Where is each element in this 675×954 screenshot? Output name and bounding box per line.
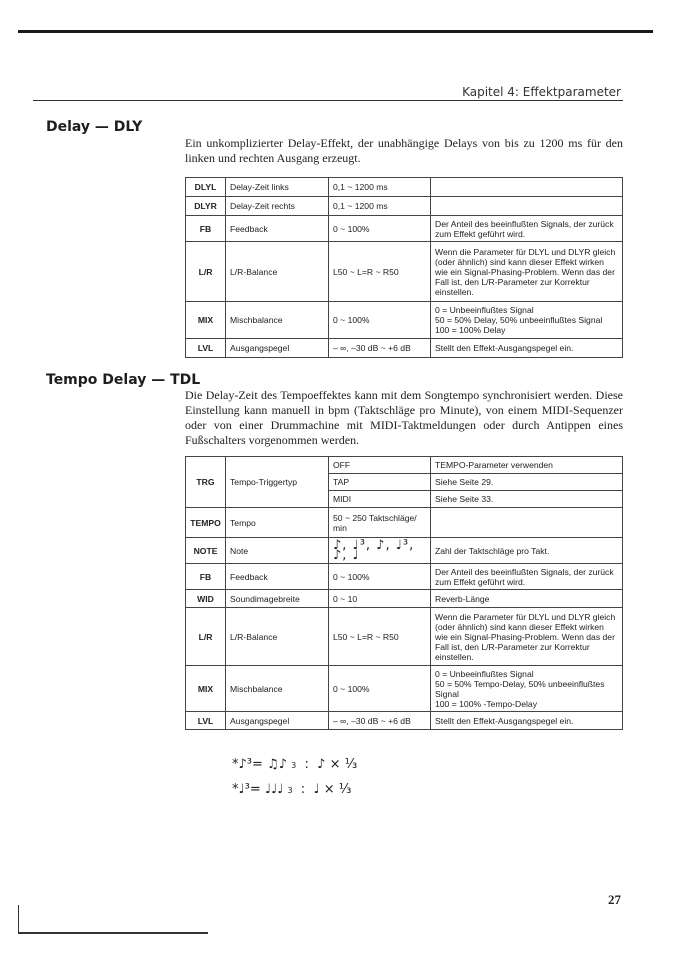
section-title-dly: Delay — DLY (46, 119, 143, 135)
dly-parameter-table (185, 177, 623, 358)
param-name: Delay-Zeit rechts (226, 197, 329, 216)
param-description (431, 508, 623, 538)
param-description: Wenn die Parameter für DLYL und DLYR gleich (oder ähnlich) sind kann dieser Effekt wirken wie ein Signal-Phasing-Problem. Wenn das der Fall ist, den L/R-Parameter zur Korrektur einstellen. (431, 242, 623, 302)
footnote-group: ♫♪ (267, 757, 287, 772)
param-name: L/R-Balance (226, 608, 329, 666)
param-range: 0 ~ 100% (329, 564, 431, 590)
param-description: 0 = Unbeeinflußtes Signal 50 = 50% Tempo-Delay, 50% unbeeinflußtes Signal 100 = 100% -Tempo-Delay (431, 666, 623, 712)
dly-intro: Ein unkomplizierter Delay-Effekt, der unabhängige Delays von bis zu 1200 ms für den linken und rechten Ausgang erzeugt. (185, 136, 623, 165)
footnote-colon: : (304, 757, 309, 772)
param-range: 50 ~ 250 Taktschläge/ min (329, 508, 431, 538)
param-name: Ausgangspegel (226, 339, 329, 358)
param-description: TEMPO-Parameter verwenden (431, 457, 623, 474)
param-range: – ∞, –30 dB ~ +6 dB (329, 712, 431, 730)
footnote-lhs: *♩³= (232, 782, 261, 797)
section-title-tdl: Tempo Delay — TDL (46, 372, 201, 388)
table-row (186, 608, 623, 666)
param-code: LVL (186, 339, 226, 358)
param-range: 0 ~ 100% (329, 216, 431, 242)
param-description: Siehe Seite 29. (431, 474, 623, 491)
param-range: – ∞, –30 dB ~ +6 dB (329, 339, 431, 358)
table-row (186, 339, 623, 358)
param-code: DLYL (186, 178, 226, 197)
table-row (186, 666, 623, 712)
param-range: L50 ~ L=R ~ R50 (329, 608, 431, 666)
param-range: 0 ~ 100% (329, 666, 431, 712)
footnote-sub: 3 (291, 761, 297, 770)
table-row (186, 538, 623, 564)
dly-table-body (186, 178, 623, 358)
param-description: Siehe Seite 33. (431, 491, 623, 508)
param-name: Ausgangspegel (226, 712, 329, 730)
param-description: Stellt den Effekt-Ausgangspegel ein. (431, 712, 623, 730)
param-range: 0,1 ~ 1200 ms (329, 197, 431, 216)
param-code: FB (186, 564, 226, 590)
top-rule (18, 30, 653, 33)
table-row (186, 178, 623, 197)
param-description (431, 197, 623, 216)
corner-mark-bottom (18, 932, 208, 934)
page-number: 27 (608, 892, 621, 907)
table-row (186, 197, 623, 216)
table-row (186, 242, 623, 302)
param-description: Zahl der Taktschläge pro Takt. (431, 538, 623, 564)
footnote-eighth-triplet (232, 757, 357, 772)
param-code: NOTE (186, 538, 226, 564)
param-name: Feedback (226, 216, 329, 242)
param-name: Soundimagebreite (226, 590, 329, 608)
param-range: TAP (329, 474, 431, 491)
footnote-multiplier: × ⅓ (329, 757, 358, 772)
param-description: Der Anteil des beeinflußten Signals, der zurück zum Effekt geführt wird. (431, 564, 623, 590)
param-name: L/R-Balance (226, 242, 329, 302)
param-range: 0,1 ~ 1200 ms (329, 178, 431, 197)
param-code: L/R (186, 242, 226, 302)
param-code: FB (186, 216, 226, 242)
param-code: DLYR (186, 197, 226, 216)
tdl-parameter-table (185, 456, 623, 730)
param-code: WID (186, 590, 226, 608)
footnote-multiplier: × ⅓ (323, 782, 352, 797)
table-row (186, 457, 623, 474)
param-name: Mischbalance (226, 666, 329, 712)
param-description: Reverb-Länge (431, 590, 623, 608)
footnote-note: ♩ (313, 782, 320, 797)
param-range: L50 ~ L=R ~ R50 (329, 242, 431, 302)
param-range: 0 ~ 100% (329, 302, 431, 339)
table-row (186, 564, 623, 590)
param-name: Tempo (226, 508, 329, 538)
param-code: TRG (186, 457, 226, 508)
param-range: ♪, ♩³, ♪, ♩³, ♪, ♩ (329, 538, 431, 564)
param-name: Mischbalance (226, 302, 329, 339)
table-row (186, 508, 623, 538)
table-row (186, 216, 623, 242)
table-row (186, 590, 623, 608)
chapter-header: Kapitel 4: Effektparameter (462, 85, 621, 99)
footnote-colon: : (300, 782, 306, 797)
param-name: Note (226, 538, 329, 564)
param-code: LVL (186, 712, 226, 730)
chapter-rule (33, 100, 623, 101)
param-range: MIDI (329, 491, 431, 508)
param-name: Feedback (226, 564, 329, 590)
param-name: Delay-Zeit links (226, 178, 329, 197)
table-row (186, 302, 623, 339)
param-description: Der Anteil des beeinflußten Signals, der zurück zum Effekt geführt wird. (431, 216, 623, 242)
footnote-group: ♩♩♩ (264, 782, 284, 797)
param-description: Stellt den Effekt-Ausgangspegel ein. (431, 339, 623, 358)
param-description: Wenn die Parameter für DLYL und DLYR gleich (oder ähnlich) sind kann dieser Effekt wirken wie ein Signal-Phasing-Problem. Wenn das der Fall ist, den L/R-Parameter zur Korrektur einstellen. (431, 608, 623, 666)
footnote-lhs: *♪³= (232, 757, 263, 772)
table-row (186, 712, 623, 730)
param-code: L/R (186, 608, 226, 666)
footnote-quarter-triplet (232, 782, 351, 797)
tdl-table-body (186, 457, 623, 730)
param-code: MIX (186, 666, 226, 712)
param-code: TEMPO (186, 508, 226, 538)
param-description (431, 178, 623, 197)
param-description: 0 = Unbeeinflußtes Signal 50 = 50% Delay, 50% unbeeinflußtes Signal 100 = 100% Delay (431, 302, 623, 339)
tdl-intro: Die Delay-Zeit des Tempoeffektes kann mit dem Songtempo synchronisiert werden. Diese Einstellung kann manuell in bpm (Taktschläge pro Minute), von einem MIDI-Sequenzer oder von einer Drummachine mit MIDI-Taktmeldungen oder durch Antippen eines Fußschalters vorgenommen werden. (185, 388, 623, 447)
footnote-note: ♪ (317, 757, 326, 772)
param-range: 0 ~ 10 (329, 590, 431, 608)
param-code: MIX (186, 302, 226, 339)
footnote-sub: 3 (287, 786, 293, 795)
corner-mark (18, 905, 19, 933)
param-range: OFF (329, 457, 431, 474)
param-name: Tempo-Triggertyp (226, 457, 329, 508)
